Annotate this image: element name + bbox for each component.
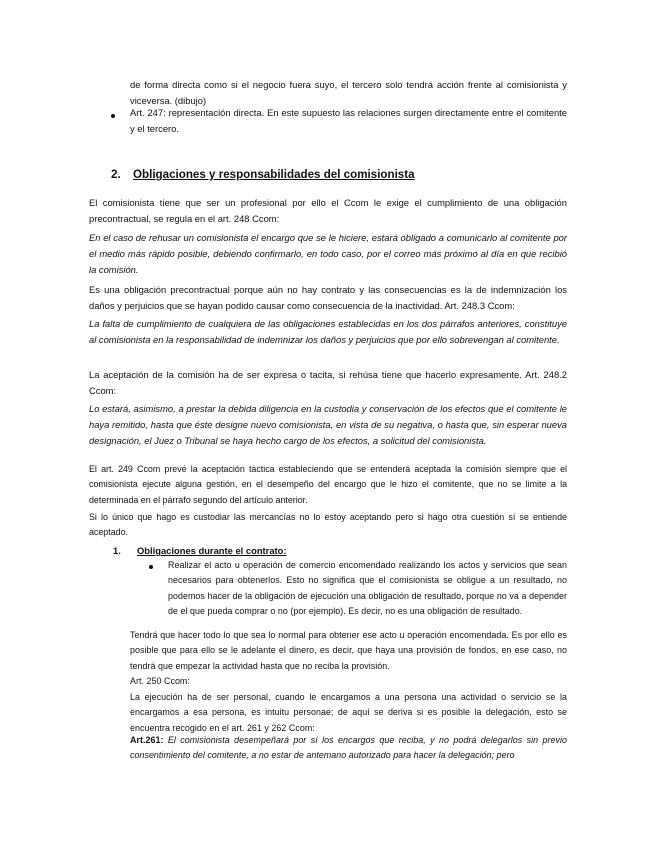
paragraph: El comisionista tiene que ser un profesional por ello el Ccom le exige el cumplimiento de una obligación precontractual, se regula en el art. 248 Ccom: — [89, 197, 567, 224]
subsection-heading — [113, 545, 287, 556]
bullet-art-247: Art. 247: representación directa. En este supuesto las relaciones surgen directamente entre el comitente y el tercero. — [130, 107, 567, 134]
article-reference: Art. 250 Ccom: — [130, 676, 190, 686]
paragraph: Es una obligación precontractual porque aún no hay contrato y las consecuencias es la de indemnización los daños y perjuicios que se hayan podido causar como consecuencia de la inactividad. Art. 248.3 Ccom: — [89, 284, 567, 311]
bullet-dot — [111, 114, 115, 118]
quote-art-248-3: La falta de cumplimiento de cualquiera de las obligaciones establecidas en los dos párrafos anteriores, constituye al comisionista en la responsabilidad de indemnizar los daños y perjuicios que por ello sobrevengan al comitente. — [89, 318, 567, 345]
paragraph: La aceptación de la comisión ha de ser expresa o tacita, si rehúsa tiene que hacerlo expresamente. Art. 248.2 Ccom: — [89, 369, 567, 396]
bullet-dot — [149, 565, 153, 569]
quote-art-261 — [130, 733, 567, 764]
quote-art-248: En el caso de rehusar un comisionista el encargo que se le hiciere, estará obligado a comunicarlo al comitente por el medio más rápido posible, debiendo confirmarlo, en todo caso, por el correo más próximo al día en que recibió la comisión. — [89, 232, 567, 275]
section-number: 2. — [111, 168, 121, 181]
bullet-obligation: Realizar el acto u operación de comercio encomendado realizando los actos y servicios que sean necesarios para obtenerlos. Esto no significa que el comisionista se obligue a un resultado, no podemos hacer de la obligación de ejecución una obligación de resultado, porque no va a depender de el que pueda comprar o no (por ejemplo). Es decir, no es una obligación de resultado. — [168, 560, 567, 616]
paragraph: Si lo único que hago es custodiar las mercancías no lo estoy aceptando pero si hago otra cuestión sí se entiende aceptado. — [89, 512, 567, 538]
paragraph: El art. 249 Ccom prevé la aceptación táctica estableciendo que se entenderá aceptada la comisión siempre que el comisionista ejecute alguna gestión, en el desempeño del encargo que le hizo el comitente, que no se limite a la determinada en el párrafo segundo del artículo anterior. — [89, 464, 567, 505]
paragraph: Tendrá que hacer todo lo que sea lo normal para obtener ese acto u operación encomendada. Es por ello es posible que para ello se le adelante el dinero, es decir, que haya una provisión de fondos, en ese caso, no tendrá que empezar la actividad hasta que no reciba la provisión. — [130, 630, 567, 671]
quote-text: El comisionista desempeñará por sí los encargos que reciba, y no podrá delegarlos sin previo consentimiento del comitente, a no estar de antemano autorizado para hacer la delegación; pero — [130, 735, 567, 761]
section-heading — [111, 168, 415, 181]
subsection-number: 1. — [113, 545, 121, 556]
section-title: Obligaciones y responsabilidades del comisionista — [133, 168, 415, 181]
quote-art-248-2: Lo estará, asimismo, a prestar la debida diligencia en la custodia y conservación de los efectos que el comitente le haya remitido, hasta que éste designe nuevo comisionista, en vista de su negativa, o hasta que, sin esperar nueva designación, el Juez o Tribunal se haya hecho cargo de los efectos, a solicitud del comisionista. — [89, 403, 567, 446]
paragraph: La ejecución ha de ser personal, cuando le encargamos a una persona una actividad o servicio se la encargamos a esa persona, es intuitu personae; de aquí se deriva si es posible la delegación, esto se encuentra recogido en el art. 261 y 262 Ccom: — [130, 692, 567, 733]
subsection-title: Obligaciones durante el contrato: — [137, 545, 287, 556]
article-label: Art.261: — [130, 735, 164, 745]
continuation-text: de forma directa como si el negocio fuera suyo, el tercero solo tendrá acción frente al comisionista y viceversa. (dibujo) — [130, 79, 567, 106]
